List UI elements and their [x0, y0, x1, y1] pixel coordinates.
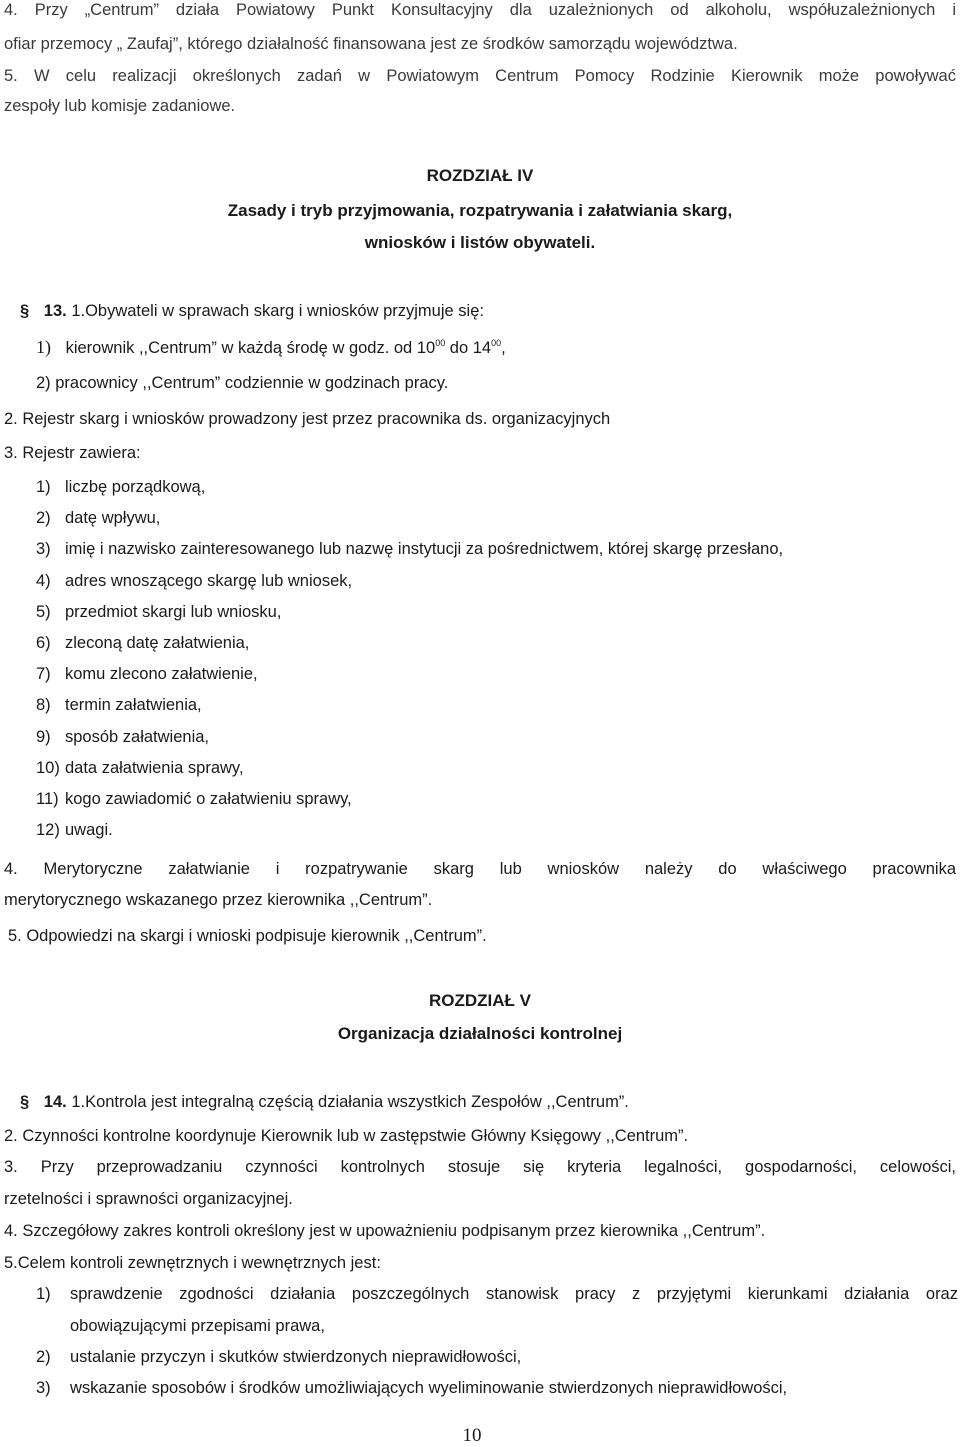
section-14-para-5: 5.Celem kontroli zewnętrznych i wewnętrznych jest:	[4, 1254, 381, 1272]
section-13-item-2: 2) pracownicy ,,Centrum” codziennie w godzinach pracy.	[36, 374, 449, 392]
section-13-para-4-line-1: 4. Merytoryczne załatwianie i rozpatrywanie skarg lub wniosków należy do właściwego pracownika	[4, 860, 956, 878]
section-13-para-5: 5. Odpowiedzi na skargi i wnioski podpisuje kierownik ,,Centrum”.	[8, 927, 487, 945]
register-item-text: datę wpływu,	[65, 509, 161, 527]
section-symbol: §	[20, 302, 30, 320]
item-text-a: kierownik ,,Centrum” w każdą środę w godz. od 10	[65, 339, 436, 357]
hour-superscript-1: 00	[435, 338, 446, 348]
register-item-number: 6)	[36, 634, 51, 652]
section-14-item-1-number: 1)	[36, 1285, 51, 1303]
section-14-item-2-text: ustalanie przyczyn i skutków stwierdzonych nieprawidłowości,	[70, 1348, 522, 1366]
section-14-para-2: 2. Czynności kontrolne koordynuje Kierownik lub w zastępstwie Główny Księgowy ,,Centrum”.	[4, 1127, 689, 1145]
register-item-number: 3)	[36, 540, 51, 558]
section-symbol: §	[20, 1093, 30, 1111]
item-number: 1)	[36, 337, 51, 357]
register-item-text: adres wnoszącego skargę lub wniosek,	[65, 572, 353, 590]
register-item-text: zleconą datę załatwienia,	[65, 634, 250, 652]
hour-superscript-2: 00	[491, 338, 502, 348]
register-item-number: 9)	[36, 728, 51, 746]
section-13-para-2: 2. Rejestr skarg i wniosków prowadzony jest przez pracownika ds. organizacyjnych	[4, 410, 611, 428]
section-13-para-3: 3. Rejestr zawiera:	[4, 444, 141, 462]
chapter-5-title: Organizacja działalności kontrolnej	[337, 1024, 623, 1043]
section-13-item-1	[36, 337, 506, 358]
register-item-number: 10)	[36, 759, 60, 777]
section-13-para-1	[20, 301, 484, 321]
section-14-para-1	[20, 1092, 629, 1112]
page-number: 10	[462, 1425, 482, 1446]
register-item-number: 8)	[36, 696, 51, 714]
chapter-5-heading: ROZDZIAŁ V	[429, 991, 531, 1010]
section-14-para-3-line-2: rzetelności i sprawności organizacyjnej.	[4, 1190, 293, 1208]
section-13-number: 13.	[43, 302, 67, 320]
section-13-para-4-line-2: merytorycznego wskazanego przez kierownika ,,Centrum”.	[4, 891, 433, 909]
para-4-line-1: 4. Przy „Centrum” działa Powiatowy Punkt Konsultacyjny dla uzależnionych od alkoholu, współuzależnionych i	[4, 1, 956, 19]
register-item-number: 4)	[36, 572, 51, 590]
section-14-item-1-line-2: obowiązującymi przepisami prawa,	[70, 1317, 325, 1335]
register-item-text: sposób załatwienia,	[65, 728, 210, 746]
register-item-number: 12)	[36, 821, 60, 839]
register-item-text: komu zlecono załatwienie,	[65, 665, 258, 683]
item-text-c: ,	[501, 339, 506, 357]
chapter-4-heading: ROZDZIAŁ IV	[426, 166, 534, 185]
para-5-line-1: 5. W celu realizacji określonych zadań w Powiatowym Centrum Pomocy Rodzinie Kierownik może powoływać	[4, 67, 956, 85]
chapter-4-title-line-2: wniosków i listów obywateli.	[364, 233, 596, 252]
para-5-line-2: zespoły lub komisje zadaniowe.	[4, 97, 236, 115]
section-14-item-3-text: wskazanie sposobów i środków umożliwiających wyeliminowanie stwierdzonych nieprawidłowości,	[70, 1379, 788, 1397]
register-item-number: 2)	[36, 509, 51, 527]
register-item-text: uwagi.	[65, 821, 113, 839]
register-item-text: imię i nazwisko zainteresowanego lub nazwę instytucji za pośrednictwem, której skargę przesłano,	[65, 540, 784, 558]
section-14-item-3-number: 3)	[36, 1379, 51, 1397]
section-13-para-1-text: 1.Obywateli w sprawach skarg i wniosków przyjmuje się:	[71, 302, 484, 320]
para-4-line-2: ofiar przemocy „ Zaufaj”, którego działalność finansowana jest ze środków samorządu województwa.	[4, 35, 738, 53]
section-14-item-1-line-1: sprawdzenie zgodności działania poszczególnych stanowisk pracy z przyjętymi kierunkami działania oraz	[70, 1285, 958, 1303]
section-14-number: 14.	[43, 1093, 67, 1111]
section-14-para-1-text: 1.Kontrola jest integralną częścią działania wszystkich Zespołów ,,Centrum”.	[71, 1093, 629, 1111]
register-item-number: 7)	[36, 665, 51, 683]
register-item-text: termin załatwienia,	[65, 696, 202, 714]
section-14-para-4: 4. Szczegółowy zakres kontroli określony jest w upoważnieniu podpisanym przez kierownika ,,Centrum”.	[4, 1222, 766, 1240]
register-item-number: 1)	[36, 478, 51, 496]
register-item-number: 11)	[36, 790, 59, 808]
item-text-b: do 14	[445, 339, 492, 357]
register-item-number: 5)	[36, 603, 51, 621]
register-item-text: kogo zawiadomić o załatwieniu sprawy,	[65, 790, 352, 808]
chapter-4-title-line-1: Zasady i tryb przyjmowania, rozpatrywania i załatwiania skarg,	[227, 201, 733, 220]
section-14-para-3-line-1: 3. Przy przeprowadzaniu czynności kontrolnych stosuje się kryteria legalności, gospodarności, celowości,	[4, 1158, 956, 1176]
section-14-item-2-number: 2)	[36, 1348, 51, 1366]
register-item-text: data załatwienia sprawy,	[65, 759, 244, 777]
register-item-text: przedmiot skargi lub wniosku,	[65, 603, 282, 621]
register-item-text: liczbę porządkową,	[65, 478, 206, 496]
